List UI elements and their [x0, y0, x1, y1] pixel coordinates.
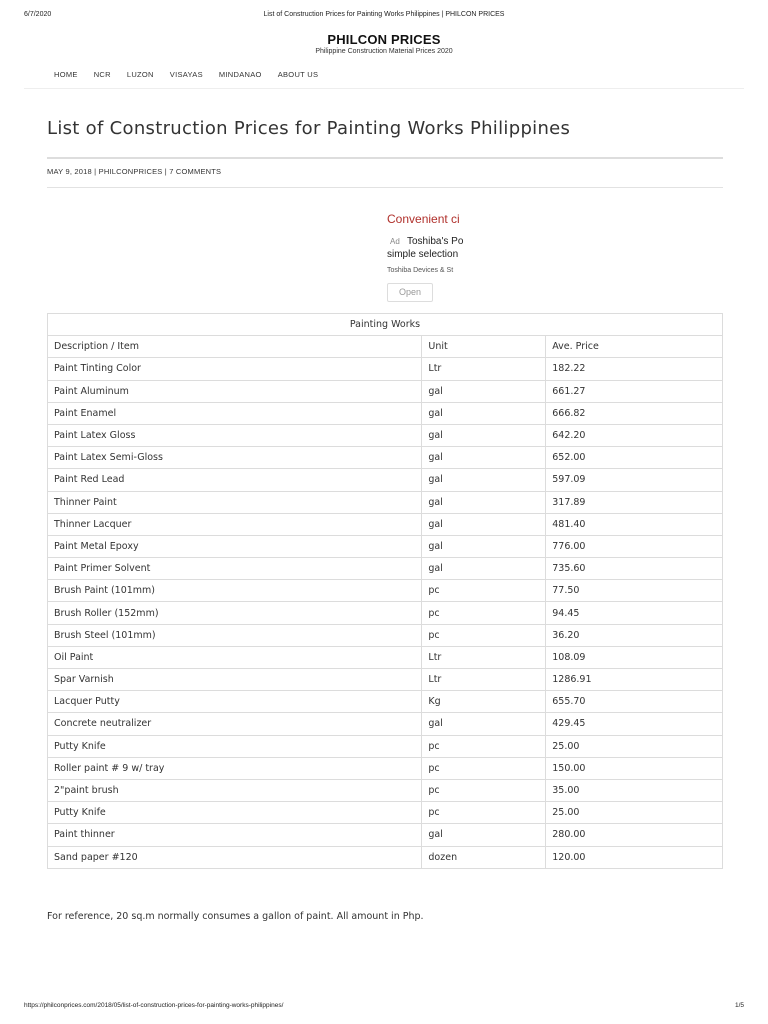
item-description: Paint Primer Solvent [48, 558, 422, 580]
item-price: 661.27 [546, 380, 723, 402]
table-row [48, 735, 723, 757]
item-price: 642.20 [546, 424, 723, 446]
item-description: Paint thinner [48, 824, 422, 846]
item-description: Paint Metal Epoxy [48, 535, 422, 557]
main-nav [54, 70, 334, 82]
item-price: 597.09 [546, 469, 723, 491]
item-unit: gal [422, 447, 546, 469]
post-title: List of Construction Prices for Painting Works Philippines [47, 118, 571, 139]
ad-banner[interactable] [387, 208, 467, 308]
item-unit: pc [422, 580, 546, 602]
nav-divider [24, 88, 744, 89]
table-row [48, 535, 723, 557]
item-description: Oil Paint [48, 646, 422, 668]
ad-open-button[interactable]: Open [387, 283, 433, 302]
item-price: 108.09 [546, 646, 723, 668]
post-date: MAY 9, 2018 [47, 167, 92, 176]
item-unit: Ltr [422, 669, 546, 691]
table-row [48, 669, 723, 691]
item-unit: pc [422, 779, 546, 801]
item-description: Concrete neutralizer [48, 713, 422, 735]
table-row [48, 558, 723, 580]
item-description: Brush Paint (101mm) [48, 580, 422, 602]
item-price: 666.82 [546, 402, 723, 424]
item-description: Paint Tinting Color [48, 358, 422, 380]
item-price: 1286.91 [546, 669, 723, 691]
item-unit: pc [422, 602, 546, 624]
table-row [48, 469, 723, 491]
table-row [48, 779, 723, 801]
item-price: 94.45 [546, 602, 723, 624]
painting-works-table [47, 313, 723, 869]
ad-body [387, 235, 463, 261]
table-row [48, 757, 723, 779]
title-divider [47, 157, 723, 159]
item-description: Thinner Lacquer [48, 513, 422, 535]
table-row [48, 624, 723, 646]
item-description: Sand paper #120 [48, 846, 422, 868]
ad-body-line: Toshiba's Po [407, 236, 464, 247]
item-unit: gal [422, 491, 546, 513]
item-description: Thinner Paint [48, 491, 422, 513]
table-row [48, 824, 723, 846]
ad-headline[interactable]: Convenient ci [387, 212, 460, 226]
item-unit: gal [422, 380, 546, 402]
nav-item-luzon[interactable]: LUZON [126, 70, 154, 79]
table-row [48, 447, 723, 469]
item-price: 481.40 [546, 513, 723, 535]
item-unit: pc [422, 802, 546, 824]
table-row [48, 491, 723, 513]
item-unit: gal [422, 513, 546, 535]
nav-item-home[interactable]: HOME [54, 70, 78, 79]
item-unit: gal [422, 713, 546, 735]
item-price: 150.00 [546, 757, 723, 779]
item-description: 2"paint brush [48, 779, 422, 801]
item-price: 735.60 [546, 558, 723, 580]
item-unit: Kg [422, 691, 546, 713]
post-meta [47, 167, 221, 176]
table-row [48, 646, 723, 668]
item-price: 36.20 [546, 624, 723, 646]
ad-advertiser: Toshiba Devices & St [387, 267, 454, 274]
item-unit: pc [422, 757, 546, 779]
item-price: 35.00 [546, 779, 723, 801]
item-unit: pc [422, 735, 546, 757]
print-doc-title: List of Construction Prices for Painting Works Philippines | PHILCON PRICES [263, 11, 505, 18]
item-description: Putty Knife [48, 802, 422, 824]
table-body [48, 358, 723, 868]
item-price: 77.50 [546, 580, 723, 602]
table-row [48, 580, 723, 602]
post-author-link[interactable]: PHILCONPRICES [98, 167, 163, 176]
nav-item-mindanao[interactable]: MINDANAO [218, 70, 262, 79]
table-row [48, 713, 723, 735]
print-url: https://philconprices.com/2018/05/list-of-construction-prices-for-painting-works-philippines/ [24, 1002, 284, 1009]
meta-separator: | [94, 167, 97, 176]
ad-badge: Ad [390, 237, 400, 246]
item-unit: gal [422, 469, 546, 491]
item-unit: pc [422, 624, 546, 646]
site-tagline: Philippine Construction Material Prices 2020 [315, 48, 453, 55]
item-description: Brush Steel (101mm) [48, 624, 422, 646]
column-header-description: Description / Item [48, 336, 422, 358]
item-price: 25.00 [546, 735, 723, 757]
ad-body-line: simple selection [387, 249, 459, 260]
table-row [48, 380, 723, 402]
print-page-number: 1/5 [734, 1002, 744, 1009]
item-price: 280.00 [546, 824, 723, 846]
item-unit: gal [422, 424, 546, 446]
item-price: 652.00 [546, 447, 723, 469]
item-unit: Ltr [422, 358, 546, 380]
reference-note: For reference, 20 sq.m normally consumes a gallon of paint. All amount in Php. [47, 911, 424, 922]
item-price: 429.45 [546, 713, 723, 735]
item-unit: gal [422, 402, 546, 424]
item-description: Paint Latex Semi-Gloss [48, 447, 422, 469]
item-unit: Ltr [422, 646, 546, 668]
item-description: Paint Aluminum [48, 380, 422, 402]
nav-item-visayas[interactable]: VISAYAS [169, 70, 203, 79]
nav-item-ncr[interactable]: NCR [93, 70, 111, 79]
item-description: Spar Varnish [48, 669, 422, 691]
item-description: Paint Latex Gloss [48, 424, 422, 446]
nav-item-about-us[interactable]: ABOUT US [277, 70, 319, 79]
post-comments-link[interactable]: 7 COMMENTS [169, 167, 222, 176]
table-row [48, 513, 723, 535]
meta-separator: | [164, 167, 167, 176]
table-row [48, 846, 723, 868]
table-row [48, 802, 723, 824]
column-header-unit: Unit [422, 336, 546, 358]
print-header [0, 11, 768, 23]
item-price: 776.00 [546, 535, 723, 557]
item-description: Putty Knife [48, 735, 422, 757]
table-caption: Painting Works [48, 314, 723, 336]
item-price: 182.22 [546, 358, 723, 380]
site-title[interactable]: PHILCON PRICES [327, 32, 441, 47]
print-date: 6/7/2020 [24, 11, 52, 18]
table-row [48, 424, 723, 446]
item-unit: gal [422, 558, 546, 580]
item-description: Lacquer Putty [48, 691, 422, 713]
table-row [48, 602, 723, 624]
item-price: 317.89 [546, 491, 723, 513]
print-footer [0, 1002, 768, 1014]
table-caption-row [48, 314, 723, 336]
item-description: Brush Roller (152mm) [48, 602, 422, 624]
table-header-row [48, 336, 723, 358]
meta-divider [47, 187, 723, 188]
table-row [48, 691, 723, 713]
item-description: Roller paint # 9 w/ tray [48, 757, 422, 779]
item-price: 120.00 [546, 846, 723, 868]
item-unit: dozen [422, 846, 546, 868]
item-description: Paint Red Lead [48, 469, 422, 491]
item-price: 655.70 [546, 691, 723, 713]
item-unit: gal [422, 824, 546, 846]
item-description: Paint Enamel [48, 402, 422, 424]
table-row [48, 358, 723, 380]
column-header-price: Ave. Price [546, 336, 723, 358]
item-price: 25.00 [546, 802, 723, 824]
item-unit: gal [422, 535, 546, 557]
table-row [48, 402, 723, 424]
